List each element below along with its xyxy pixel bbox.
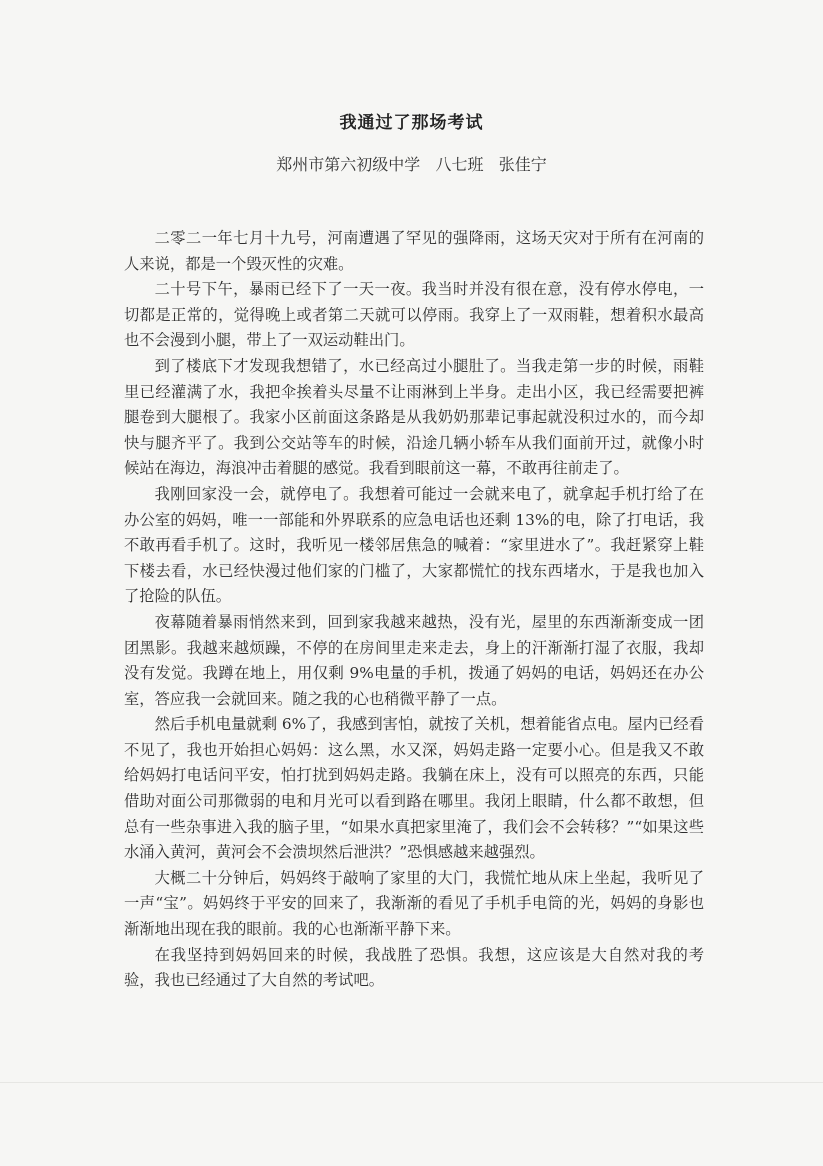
paragraph: 我刚回家没一会，就停电了。我想着可能过一会就来电了，就拿起手机打给了在办公室的妈妈，唯一一部能和外界联系的应急电话也还剩 13%的电，除了打电话，我不敢再看手机了。这时，我听见一楼邻居焦急的喊着：“家里进水了”。我赶紧穿上鞋下楼去看，水已经快漫过他们家的门槛了，大家都慌忙的找东西堵水，于是我也加入了抢险的队伍。 (124, 484, 704, 606)
paragraph: 大概二十分钟后，妈妈终于敲响了家里的大门，我慌忙地从床上坐起，我听见了一声“宝”。妈妈终于平安的回来了，我渐渐的看见了手机手电筒的光，妈妈的身影也渐渐地出现在我的眼前。我的心也渐渐平静下来。 (124, 868, 704, 939)
scan-artifact-line (0, 1082, 823, 1083)
author-byline: 郑州市第六初级中学 八七班 张佳宁 (276, 155, 547, 174)
paragraph: 二十号下午，暴雨已经下了一天一夜。我当时并没有很在意，没有停水停电，一切都是正常的，觉得晚上或者第二天就可以停雨。我穿上了一双雨鞋，想着积水最高也不会漫到小腿，带上了一双运动鞋出门。 (124, 280, 704, 350)
paragraph: 在我坚持到妈妈回来的时候，我战胜了恐惧。我想，这应该是大自然对我的考验，我也已经通过了大自然的考试吧。 (124, 945, 704, 990)
paragraph: 到了楼底下才发现我想错了，水已经高过小腿肚了。当我走第一步的时候，雨鞋里已经灌满了水，我把伞挨着头尽量不让雨淋到上半身。走出小区，我已经需要把裤腿卷到大腿根了。我家小区前面这条路是从我奶奶那辈记事起就没积过水的，而今却快与腿齐平了。我到公交站等车的时候，沿途几辆小轿车从我们面前开过，就像小时候站在海边，海浪冲击着腿的感觉。我看到眼前这一幕，不敢再往前走了。 (124, 356, 704, 478)
essay-body (124, 226, 704, 994)
paragraph: 二零二一年七月十九号，河南遭遇了罕见的强降雨，这场天灾对于所有在河南的人来说，都是一个毁灭性的灾难。 (124, 229, 704, 273)
paragraph: 夜幕随着暴雨悄然来到，回到家我越来越热，没有光，屋里的东西渐渐变成一团团黑影。我越来越烦躁，不停的在房间里走来走去，身上的汗渐渐打湿了衣服，我却没有发觉。我蹲在地上，用仅剩 9%电量的手机，拨通了妈妈的电话，妈妈还在办公室，答应我一会就回来。随之我的心也稍微平静了一点。 (124, 612, 704, 708)
essay-title: 我通过了那场考试 (339, 113, 484, 133)
paragraph: 然后手机电量就剩 6%了，我感到害怕，就按了关机，想着能省点电。屋内已经看不见了，我也开始担心妈妈：这么黑，水又深，妈妈走路一定要小心。但是我又不敢给妈妈打电话问平安，怕打扰到妈妈走路。我躺在床上，没有可以照亮的东西，只能借助对面公司那微弱的电和月光可以看到路在哪里。我闭上眼睛，什么都不敢想，但总有一些杂事进入我的脑子里，“如果水真把家里淹了，我们会不会转移？”“如果这些水涌入黄河，黄河会不会溃坝然后泄洪？”恐惧感越来越强烈。 (124, 715, 704, 862)
